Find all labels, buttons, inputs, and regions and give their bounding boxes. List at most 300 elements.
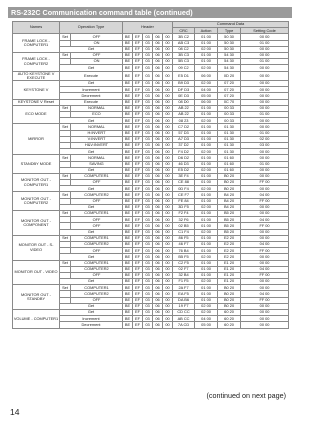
header-byte: 03 bbox=[143, 229, 153, 235]
header-byte: EF bbox=[133, 71, 143, 81]
cell-action: 02 00 bbox=[195, 303, 218, 309]
operation: Increment bbox=[60, 87, 123, 93]
col-type: Type bbox=[218, 28, 241, 34]
header-byte: 03 bbox=[143, 186, 153, 192]
header-byte: EF bbox=[133, 65, 143, 71]
header-byte: 03 bbox=[143, 105, 153, 111]
command-name: MIRROR bbox=[13, 124, 60, 155]
header-byte: 00 bbox=[163, 46, 173, 52]
cell-crc: 02 F7 bbox=[173, 266, 195, 272]
cell-code: 04 00 bbox=[241, 241, 289, 247]
header-byte: 06 bbox=[153, 112, 163, 118]
operation: Get bbox=[60, 81, 123, 87]
cell-crc: CD CC bbox=[173, 310, 195, 316]
header-byte: EF bbox=[133, 235, 143, 241]
cell-crc: C2 F5 bbox=[173, 260, 195, 266]
cell-action: 01 00 bbox=[195, 272, 218, 278]
header-byte: EF bbox=[133, 186, 143, 192]
cell-type: 50 30 bbox=[218, 34, 241, 40]
cell-action: 02 00 bbox=[195, 186, 218, 192]
cell-action: 06 00 bbox=[195, 71, 218, 81]
command-name: MONITOR OUT - STANDBY bbox=[13, 285, 60, 310]
operation: Decrement bbox=[60, 93, 123, 99]
operation-setting: COMPUTER2 bbox=[71, 241, 123, 247]
cell-action: 01 00 bbox=[195, 112, 218, 118]
cell-crc: E5 D2 bbox=[173, 167, 195, 173]
header-byte: EF bbox=[133, 99, 143, 105]
cell-action: 01 00 bbox=[195, 297, 218, 303]
cell-code: 00 00 bbox=[241, 211, 289, 217]
operation: Set bbox=[60, 211, 71, 217]
operation-setting: OFF bbox=[71, 198, 123, 204]
cell-code: 00 00 bbox=[241, 316, 289, 322]
operation-setting: NORMAL bbox=[71, 124, 123, 130]
command-name: MONITOR OUT - COMPUTER1 bbox=[13, 173, 60, 192]
operation-setting: COMPUTER2 bbox=[71, 192, 123, 198]
header-byte: 00 bbox=[163, 149, 173, 155]
operation-setting: COMPUTER1 bbox=[71, 235, 123, 241]
cell-crc: E5 D1 bbox=[173, 71, 195, 81]
operation-setting: COMPUTER1 bbox=[71, 285, 123, 291]
operation-setting: COMPUTER1 bbox=[71, 211, 123, 217]
cell-action: 02 00 bbox=[195, 46, 218, 52]
header-byte: 00 bbox=[163, 279, 173, 285]
cell-type: B5 20 bbox=[218, 211, 241, 217]
section-title: RS-232C Communication command table (continued) bbox=[8, 7, 292, 18]
header-byte: 00 bbox=[163, 99, 173, 105]
header-byte: 03 bbox=[143, 180, 153, 186]
header-byte: 06 bbox=[153, 167, 163, 173]
header-byte: 03 bbox=[143, 71, 153, 81]
header-byte: 06 bbox=[153, 34, 163, 40]
cell-type: 0C 70 bbox=[218, 99, 241, 105]
header-byte: 06 bbox=[153, 136, 163, 142]
header-byte: 00 bbox=[163, 272, 173, 278]
header-byte: 03 bbox=[143, 211, 153, 217]
header-byte: EF bbox=[133, 173, 143, 179]
header-byte: 00 bbox=[163, 93, 173, 99]
command-name: ECO MODE bbox=[13, 105, 60, 124]
cell-code: 04 00 bbox=[241, 217, 289, 223]
header-byte: 00 bbox=[163, 192, 173, 198]
col-action: Action bbox=[195, 28, 218, 34]
cell-type: B0 20 bbox=[218, 303, 241, 309]
header-byte: 03 bbox=[143, 130, 153, 136]
cell-crc: 32 B4 bbox=[173, 272, 195, 278]
cell-code: 00 00 bbox=[241, 279, 289, 285]
header-byte: 03 bbox=[143, 198, 153, 204]
header-byte: 00 bbox=[163, 235, 173, 241]
operation: Set bbox=[60, 235, 71, 241]
header-byte: 00 bbox=[163, 105, 173, 111]
header-byte: BE bbox=[123, 279, 133, 285]
header-byte: 06 bbox=[153, 204, 163, 210]
cell-type: E1 20 bbox=[218, 272, 241, 278]
header-byte: 03 bbox=[143, 266, 153, 272]
header-byte: 06 bbox=[153, 279, 163, 285]
cell-crc: 46 F7 bbox=[173, 241, 195, 247]
cell-crc: 86 F5 bbox=[173, 235, 195, 241]
header-byte: 06 bbox=[153, 99, 163, 105]
header-byte: 00 bbox=[163, 87, 173, 93]
header-byte: BE bbox=[123, 34, 133, 40]
header-byte: BE bbox=[123, 310, 133, 316]
header-byte: EF bbox=[133, 316, 143, 322]
header-byte: EF bbox=[133, 142, 143, 148]
header-byte: EF bbox=[133, 167, 143, 173]
header-byte: 00 bbox=[163, 52, 173, 58]
header-byte: 03 bbox=[143, 248, 153, 254]
cell-crc: 3B C3 bbox=[173, 52, 195, 58]
header-byte: BE bbox=[123, 149, 133, 155]
cell-action: 02 00 bbox=[195, 118, 218, 124]
operation: Set bbox=[60, 34, 71, 40]
cell-action: 01 00 bbox=[195, 248, 218, 254]
header-byte: EF bbox=[133, 310, 143, 316]
cell-type: E1 20 bbox=[218, 266, 241, 272]
cell-type: 0D 20 bbox=[218, 71, 241, 81]
operation-setting: OFF bbox=[71, 34, 123, 40]
cell-code: 00 00 bbox=[241, 235, 289, 241]
cell-crc: DA B6 bbox=[173, 297, 195, 303]
header-byte: BE bbox=[123, 235, 133, 241]
header-byte: BE bbox=[123, 93, 133, 99]
cell-crc: 08 C2 bbox=[173, 46, 195, 52]
header-byte: BE bbox=[123, 136, 133, 142]
header-byte: 00 bbox=[163, 297, 173, 303]
cell-action: 01 00 bbox=[195, 173, 218, 179]
cell-type: 00 33 bbox=[218, 112, 241, 118]
cell-code: 00 00 bbox=[241, 124, 289, 130]
header-byte: EF bbox=[133, 285, 143, 291]
command-name: STANDBY MODE bbox=[13, 155, 60, 174]
cell-code: 00 00 bbox=[241, 303, 289, 309]
header-byte: 03 bbox=[143, 136, 153, 142]
header-byte: EF bbox=[133, 105, 143, 111]
cell-type: E2 20 bbox=[218, 235, 241, 241]
header-byte: BE bbox=[123, 155, 133, 161]
header-byte: 00 bbox=[163, 223, 173, 229]
header-byte: 06 bbox=[153, 291, 163, 297]
header-byte: EF bbox=[133, 291, 143, 297]
cell-code: 00 00 bbox=[241, 65, 289, 71]
cell-crc: AB 22 bbox=[173, 105, 195, 111]
operation: Get bbox=[60, 149, 123, 155]
cell-crc: 3E F4 bbox=[173, 173, 195, 179]
header-byte: BE bbox=[123, 124, 133, 130]
cell-type: 54 30 bbox=[218, 59, 241, 65]
command-table bbox=[12, 21, 289, 329]
header-byte: BE bbox=[123, 217, 133, 223]
cell-crc: EA F5 bbox=[173, 291, 195, 297]
header-byte: BE bbox=[123, 81, 133, 87]
cell-code: 00 00 bbox=[241, 99, 289, 105]
cell-type: 01 60 bbox=[218, 155, 241, 161]
col-command-data: Command Data bbox=[173, 22, 289, 28]
header-byte: 06 bbox=[153, 161, 163, 167]
header-byte: 06 bbox=[153, 149, 163, 155]
header-byte: 00 bbox=[163, 316, 173, 322]
cell-type: 54 30 bbox=[218, 52, 241, 58]
command-name: VOLUME - COMPUTER1 bbox=[13, 310, 60, 329]
operation: Get bbox=[60, 186, 123, 192]
operation-setting: OFF bbox=[71, 223, 123, 229]
header-byte: BE bbox=[123, 118, 133, 124]
cell-type: E2 20 bbox=[218, 254, 241, 260]
command-name: KEYSTONE V Reset bbox=[13, 99, 60, 105]
col-operation-type: Operation Type bbox=[60, 22, 123, 34]
cell-code: 00 00 bbox=[241, 173, 289, 179]
cell-code: 03 00 bbox=[241, 142, 289, 148]
header-byte: BE bbox=[123, 112, 133, 118]
cell-crc: AB 22 bbox=[173, 112, 195, 118]
operation: Get bbox=[60, 254, 123, 260]
operation: Increment bbox=[60, 316, 123, 322]
operation-setting: H:INVERT bbox=[71, 130, 123, 136]
cell-type: 01 30 bbox=[218, 136, 241, 142]
cell-code: 00 00 bbox=[241, 34, 289, 40]
command-name: MONITOR OUT - COMPONENT bbox=[13, 211, 60, 236]
cell-type: 01 30 bbox=[218, 124, 241, 130]
cell-code: 04 00 bbox=[241, 266, 289, 272]
cell-type: B0 20 bbox=[218, 186, 241, 192]
cell-crc: 08 D0 bbox=[173, 99, 195, 105]
operation: Get bbox=[60, 229, 123, 235]
cell-action: 01 00 bbox=[195, 124, 218, 130]
cell-action: 01 00 bbox=[195, 52, 218, 58]
cell-code: 00 00 bbox=[241, 149, 289, 155]
header-byte: 00 bbox=[163, 254, 173, 260]
header-byte: 03 bbox=[143, 316, 153, 322]
cell-action: 01 00 bbox=[195, 285, 218, 291]
cell-crc: 76 B4 bbox=[173, 248, 195, 254]
header-byte: 03 bbox=[143, 34, 153, 40]
header-byte: BE bbox=[123, 186, 133, 192]
cell-type: 60 20 bbox=[218, 322, 241, 328]
operation-setting: V:INVERT bbox=[71, 136, 123, 142]
header-byte: 06 bbox=[153, 310, 163, 316]
operation: Get bbox=[60, 204, 123, 210]
header-byte: 00 bbox=[163, 322, 173, 328]
header-byte: 06 bbox=[153, 142, 163, 148]
cell-type: 54 30 bbox=[218, 65, 241, 71]
cell-type: 07 20 bbox=[218, 93, 241, 99]
header-byte: 00 bbox=[163, 303, 173, 309]
header-byte: BE bbox=[123, 161, 133, 167]
operation: Get bbox=[60, 279, 123, 285]
operation-setting: COMPUTER1 bbox=[71, 260, 123, 266]
header-byte: EF bbox=[133, 198, 143, 204]
cell-crc: 46 D3 bbox=[173, 161, 195, 167]
cell-type: 01 30 bbox=[218, 149, 241, 155]
cell-action: 01 00 bbox=[195, 105, 218, 111]
cell-code: 04 00 bbox=[241, 291, 289, 297]
cell-action: 01 00 bbox=[195, 142, 218, 148]
cell-crc: C1 F4 bbox=[173, 229, 195, 235]
cell-crc: A7 D3 bbox=[173, 136, 195, 142]
cell-action: 01 00 bbox=[195, 266, 218, 272]
header-byte: 00 bbox=[163, 112, 173, 118]
cell-action: 01 00 bbox=[195, 155, 218, 161]
cell-type: 01 30 bbox=[218, 142, 241, 148]
header-byte: EF bbox=[133, 161, 143, 167]
header-byte: 06 bbox=[153, 316, 163, 322]
header-byte: 03 bbox=[143, 142, 153, 148]
header-byte: BE bbox=[123, 59, 133, 65]
header-byte: 06 bbox=[153, 118, 163, 124]
header-byte: EF bbox=[133, 46, 143, 52]
cell-code: 00 00 bbox=[241, 155, 289, 161]
header-byte: BE bbox=[123, 46, 133, 52]
header-byte: 00 bbox=[163, 186, 173, 192]
cell-crc: 7A CD bbox=[173, 322, 195, 328]
header-byte: BE bbox=[123, 248, 133, 254]
header-byte: 03 bbox=[143, 167, 153, 173]
cell-action: 06 00 bbox=[195, 99, 218, 105]
header-byte: 00 bbox=[163, 155, 173, 161]
operation-setting: ECO bbox=[71, 112, 123, 118]
header-byte: EF bbox=[133, 248, 143, 254]
header-byte: 03 bbox=[143, 322, 153, 328]
header-byte: 00 bbox=[163, 173, 173, 179]
header-byte: EF bbox=[133, 180, 143, 186]
header-byte: 06 bbox=[153, 285, 163, 291]
header-byte: 03 bbox=[143, 254, 153, 260]
cell-crc: 0D F4 bbox=[173, 186, 195, 192]
header-byte: 03 bbox=[143, 93, 153, 99]
header-byte: 00 bbox=[163, 310, 173, 316]
header-byte: 06 bbox=[153, 59, 163, 65]
header-byte: 03 bbox=[143, 155, 153, 161]
cell-action: 02 00 bbox=[195, 167, 218, 173]
header-byte: EF bbox=[133, 260, 143, 266]
header-byte: 06 bbox=[153, 52, 163, 58]
header-byte: 00 bbox=[163, 124, 173, 130]
operation: Execute bbox=[60, 99, 123, 105]
header-byte: 03 bbox=[143, 192, 153, 198]
header-byte: 03 bbox=[143, 241, 153, 247]
cell-type: 60 20 bbox=[218, 310, 241, 316]
operation: Get bbox=[60, 310, 123, 316]
header-byte: BE bbox=[123, 241, 133, 247]
cell-crc: 3B C2 bbox=[173, 34, 195, 40]
cell-type: B0 20 bbox=[218, 291, 241, 297]
header-byte: BE bbox=[123, 65, 133, 71]
header-byte: 00 bbox=[163, 291, 173, 297]
header-byte: 03 bbox=[143, 99, 153, 105]
cell-type: E1 20 bbox=[218, 279, 241, 285]
command-name: KEYSTONE V bbox=[13, 81, 60, 100]
cell-code: 00 00 bbox=[241, 71, 289, 81]
operation-setting: NORMAL bbox=[71, 155, 123, 161]
header-byte: 03 bbox=[143, 260, 153, 266]
operation: Get bbox=[60, 65, 123, 71]
cell-action: 02 00 bbox=[195, 149, 218, 155]
header-byte: BE bbox=[123, 52, 133, 58]
cell-action: 02 00 bbox=[195, 229, 218, 235]
operation: Set bbox=[60, 105, 71, 111]
header-byte: 06 bbox=[153, 322, 163, 328]
header-byte: 03 bbox=[143, 303, 153, 309]
header-byte: 06 bbox=[153, 223, 163, 229]
cell-crc: CE F7 bbox=[173, 192, 195, 198]
header-byte: 06 bbox=[153, 186, 163, 192]
cell-type: E2 20 bbox=[218, 241, 241, 247]
cell-crc: 0E D3 bbox=[173, 93, 195, 99]
header-byte: 03 bbox=[143, 118, 153, 124]
header-byte: 00 bbox=[163, 285, 173, 291]
header-byte: 03 bbox=[143, 87, 153, 93]
header-byte: 06 bbox=[153, 93, 163, 99]
cell-code: 02 00 bbox=[241, 136, 289, 142]
header-byte: 00 bbox=[163, 142, 173, 148]
cell-type: B4 20 bbox=[218, 198, 241, 204]
cell-type: 50 30 bbox=[218, 40, 241, 46]
cell-code: 00 00 bbox=[241, 285, 289, 291]
cell-crc: FE 84 bbox=[173, 198, 195, 204]
header-byte: 03 bbox=[143, 65, 153, 71]
col-names: Names bbox=[13, 22, 60, 34]
header-byte: 06 bbox=[153, 211, 163, 217]
cell-action: 01 00 bbox=[195, 59, 218, 65]
header-byte: BE bbox=[123, 223, 133, 229]
cell-action: 02 00 bbox=[195, 81, 218, 87]
cell-code: 01 00 bbox=[241, 40, 289, 46]
operation: Set bbox=[60, 155, 71, 161]
cell-code: 00 00 bbox=[241, 229, 289, 235]
cell-action: 01 00 bbox=[195, 235, 218, 241]
cell-crc: 3D F5 bbox=[173, 204, 195, 210]
operation-setting: COMPUTER2 bbox=[71, 291, 123, 297]
cell-type: B5 20 bbox=[218, 223, 241, 229]
header-byte: BE bbox=[123, 40, 133, 46]
header-byte: BE bbox=[123, 204, 133, 210]
cell-action: 01 00 bbox=[195, 217, 218, 223]
cell-action: 01 00 bbox=[195, 180, 218, 186]
header-byte: BE bbox=[123, 316, 133, 322]
cell-code: 00 00 bbox=[241, 310, 289, 316]
cell-crc: F1 F5 bbox=[173, 279, 195, 285]
header-byte: EF bbox=[133, 118, 143, 124]
header-byte: 03 bbox=[143, 161, 153, 167]
cell-action: 01 00 bbox=[195, 130, 218, 136]
header-byte: 03 bbox=[143, 112, 153, 118]
continued-note: (continued on next page) bbox=[206, 391, 286, 400]
header-byte: BE bbox=[123, 105, 133, 111]
cell-action: 04 00 bbox=[195, 87, 218, 93]
cell-type: 50 30 bbox=[218, 46, 241, 52]
header-byte: EF bbox=[133, 87, 143, 93]
cell-action: 01 00 bbox=[195, 34, 218, 40]
header-byte: 00 bbox=[163, 40, 173, 46]
cell-action: 01 00 bbox=[195, 198, 218, 204]
header-byte: 06 bbox=[153, 198, 163, 204]
operation-setting: ON bbox=[71, 40, 123, 46]
header-byte: BE bbox=[123, 180, 133, 186]
header-byte: 06 bbox=[153, 65, 163, 71]
header-byte: 00 bbox=[163, 71, 173, 81]
command-name: MONITOR OUT - COMPUTER2 bbox=[13, 192, 60, 211]
operation: Get bbox=[60, 167, 123, 173]
cell-action: 02 00 bbox=[195, 65, 218, 71]
header-byte: EF bbox=[133, 204, 143, 210]
cell-code: FF 00 bbox=[241, 272, 289, 278]
operation: Set bbox=[60, 192, 71, 198]
header-byte: BE bbox=[123, 322, 133, 328]
header-byte: 00 bbox=[163, 217, 173, 223]
header-byte: EF bbox=[133, 136, 143, 142]
header-byte: 06 bbox=[153, 105, 163, 111]
